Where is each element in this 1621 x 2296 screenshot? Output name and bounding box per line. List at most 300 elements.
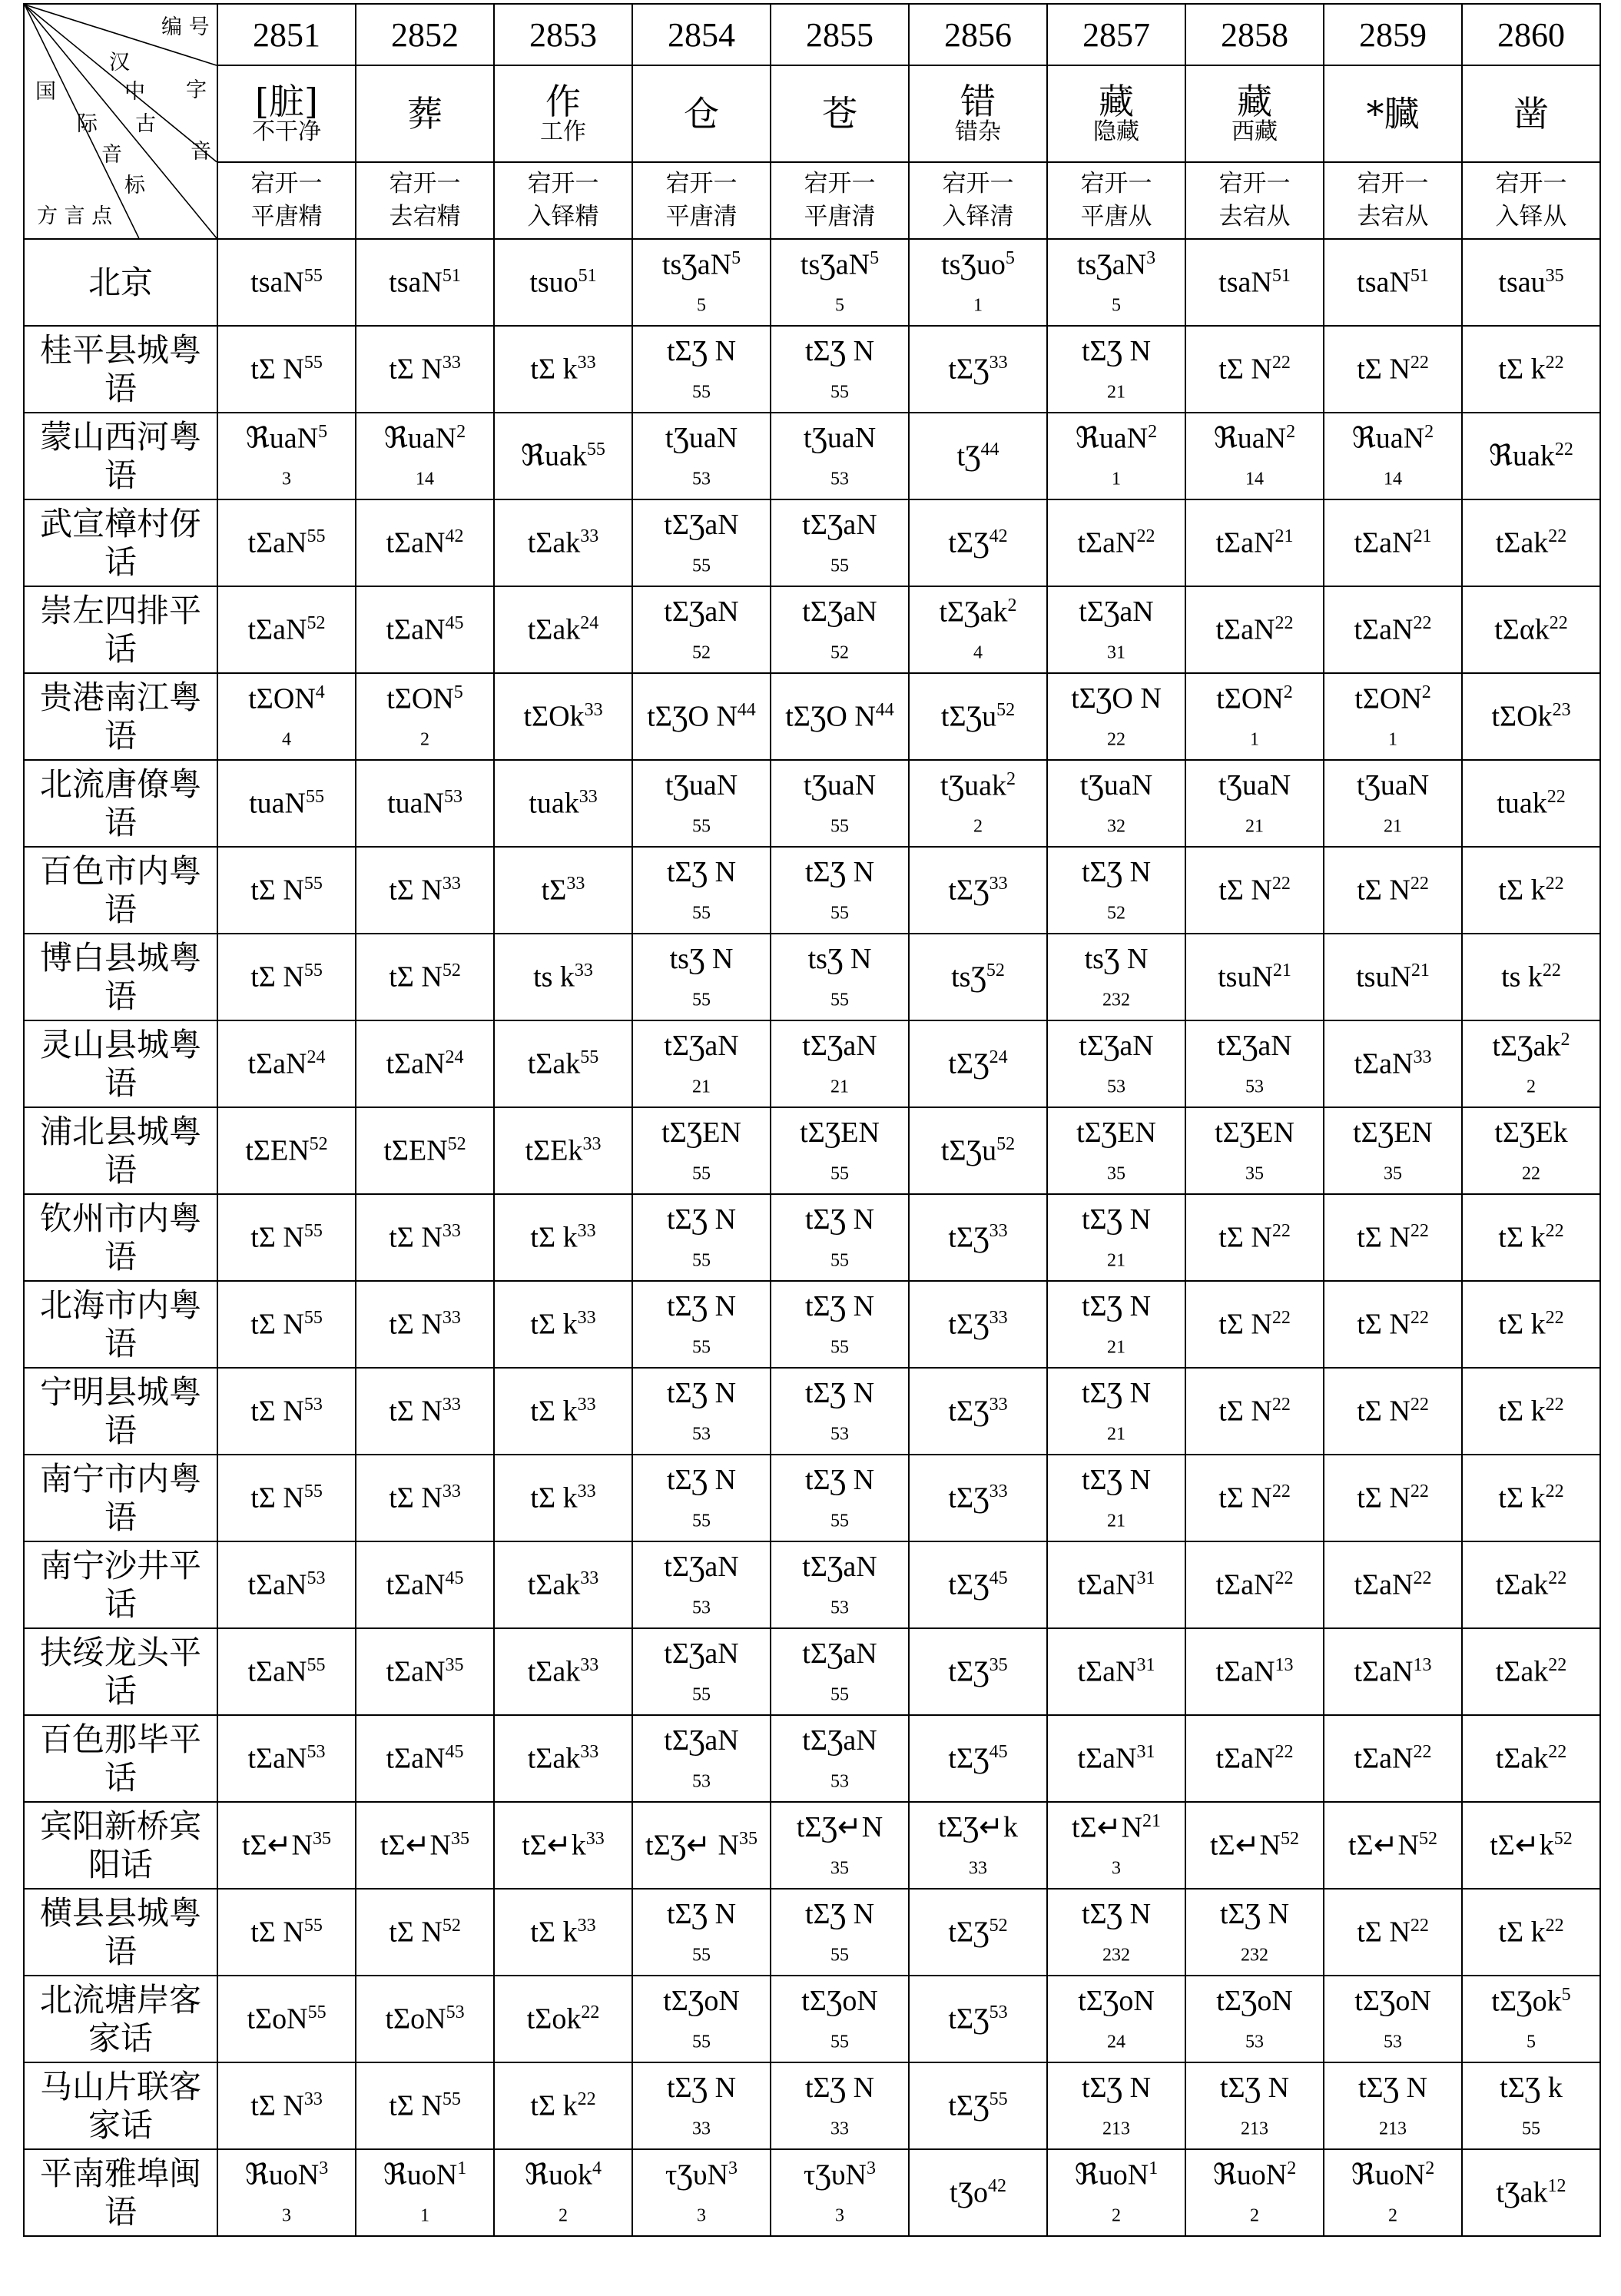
tone-superscript: 22 [1275,1741,1294,1762]
tone-subscript: 35 [830,1858,849,1879]
tone-superscript: 22 [1542,960,1561,980]
pronunciation-cell [771,1715,909,1802]
pronunciation-cell [1185,1368,1324,1455]
tone-superscript: 35 [989,1654,1008,1675]
tone-subscript: 53 [692,1598,711,1618]
pronunciation-cell [1462,2062,1600,2149]
pronunciation-base: ℜuoN [1212,2158,1288,2191]
pronunciation-cell [909,934,1047,1020]
pronunciation-base: tƷak [1496,2176,1548,2209]
pronunciation-base: tΣƷoN [1078,1984,1155,2017]
pronunciation-base: ℜuak [1489,440,1555,473]
pronunciation-cell [632,1802,771,1889]
pronunciation-base: tuaN [387,787,444,820]
corner-diagonals [25,5,217,238]
pronunciation-base: tΣ N [1357,1916,1411,1949]
tone-superscript: 33 [1413,1047,1432,1067]
tone-superscript: 3 [728,2158,738,2178]
dialect-row [24,760,1600,847]
pronunciation-cell [1324,1628,1462,1715]
tone-superscript: 22 [1271,1394,1291,1415]
pronunciation-cell [217,1107,356,1194]
pronunciation-base: tΣEN [383,1134,448,1167]
pronunciation-cell [1185,2062,1324,2149]
tone-superscript: 22 [1410,1307,1429,1328]
corner-header [24,4,217,239]
pronunciation-cell [1047,586,1185,673]
pronunciation-cell [1462,1802,1600,1889]
dialect-place: 南宁市内粤语 [24,1455,217,1541]
pronunciation-base: tΣƷ N [1081,334,1152,367]
character-gloss: 西藏 [1231,118,1278,146]
tone-superscript: 33 [580,1741,599,1762]
pronunciation-base: tΣaN [247,613,307,646]
corner-label-biao2: 标 [124,174,145,197]
pronunciation-base: tsƷaN [1076,248,1147,281]
dialect-place: 北京 [24,239,217,326]
tone-superscript: 55 [989,2089,1008,2109]
pronunciation-base: tsƷ N [669,942,734,975]
tone-superscript: 21 [1275,526,1294,546]
dialect-row [24,1020,1600,1107]
pronunciation-base: tΣƷ N [804,2071,875,2104]
pronunciation-cell [771,1628,909,1715]
dialect-row [24,847,1600,934]
tone-superscript: 2 [1148,421,1158,442]
pronunciation-base: tΣƷaN [664,1637,739,1670]
pronunciation-cell [771,239,909,326]
pronunciation-cell [1185,760,1324,847]
tone-superscript: 33 [989,1307,1008,1328]
pronunciation-cell [909,239,1047,326]
pronunciation-cell [1324,1107,1462,1194]
tone-superscript: 33 [577,1307,596,1328]
tone-superscript: 1 [1149,2158,1159,2178]
tone-superscript: 55 [586,439,605,460]
pronunciation-base: tΣƷaN [802,1550,877,1583]
dialect-place: 贵港南江粤语 [24,673,217,760]
dialect-row [24,1281,1600,1368]
tone-subscript: 1 [420,2205,429,2226]
tone-superscript: 33 [578,786,598,807]
mc-line-2: 平唐清 [804,203,876,231]
pronunciation-base: tΣ N [389,2089,443,2122]
dialect-place: 博白县城粤语 [24,934,217,1020]
pronunciation-cell [909,326,1047,413]
pronunciation-cell [771,1889,909,1976]
tone-superscript: 31 [1136,1741,1155,1762]
tone-subscript: 5 [1112,295,1121,316]
pronunciation-cell [494,2062,632,2149]
pronunciation-cell [632,1541,771,1628]
pronunciation-cell [1047,239,1185,326]
pronunciation-base: tΣƷEN [1215,1116,1294,1149]
pronunciation-cell [1324,586,1462,673]
pronunciation-cell [632,1628,771,1715]
pronunciation-base: ℜuoN [383,2158,458,2191]
pronunciation-base: tsƷuo [941,248,1006,281]
tone-subscript: 21 [1245,816,1264,837]
tone-superscript: 42 [988,2175,1007,2196]
pronunciation-cell [494,1020,632,1107]
pronunciation-cell [1185,239,1324,326]
tone-subscript: 213 [1379,2118,1407,2139]
dialect-place: 蒙山西河粤语 [24,413,217,499]
corner-label-yin1: 音 [101,143,122,167]
pronunciation-cell [1047,673,1185,760]
tone-subscript: 21 [1107,1424,1125,1445]
pronunciation-base: tΣoN [247,2002,308,2036]
tone-subscript: 14 [1245,469,1264,489]
dialect-row [24,1541,1600,1628]
dialect-place: 宾阳新桥宾阳话 [24,1802,217,1889]
tone-subscript: 22 [1522,1163,1540,1184]
pronunciation-base: tΣƷ N [1081,1463,1152,1496]
tone-superscript: 55 [303,265,323,286]
pronunciation-base: tΣaN [386,1047,446,1080]
pronunciation-cell [1185,1715,1324,1802]
pronunciation-cell [771,1455,909,1541]
tone-subscript: 53 [1384,2032,1402,2052]
pronunciation-cell [494,847,632,934]
mc-line-1: 宕开一 [942,169,1014,197]
pronunciation-base: tΣƷ N [804,1203,875,1236]
pronunciation-cell [771,1368,909,1455]
pronunciation-cell [1047,1628,1185,1715]
pronunciation-base: tΣ k [1498,353,1546,386]
pronunciation-base: tΣ N [1357,1308,1411,1341]
pronunciation-base: ℜuoN [1351,2158,1426,2191]
dialect-row [24,413,1600,499]
header-row-numbers [24,4,1600,65]
tone-superscript: 22 [1410,352,1429,373]
pronunciation-cell [1324,847,1462,934]
pronunciation-cell [356,1802,494,1889]
tone-superscript: 21 [1411,960,1430,980]
tone-superscript: 51 [1410,265,1429,286]
column-character [494,65,632,162]
pronunciation-cell [632,760,771,847]
mc-line-1: 宕开一 [804,169,876,197]
column-middle-chinese [1324,162,1462,239]
pronunciation-base: tΣ N [250,1395,304,1428]
dialect-place: 平南雅埠闽语 [24,2149,217,2236]
pronunciation-base: tΣ N [250,1481,304,1515]
pronunciation-base: tΣON [1216,682,1284,715]
pronunciation-base: tsaN [1218,266,1272,299]
pronunciation-cell [217,847,356,934]
tone-subscript: 232 [1102,990,1130,1010]
pronunciation-cell [771,1541,909,1628]
pronunciation-base: tΣaN [1215,1742,1275,1775]
tone-superscript: 33 [989,1220,1008,1241]
pronunciation-cell [632,1107,771,1194]
pronunciation-base: tΣ k [530,2089,578,2122]
pronunciation-cell [356,413,494,499]
tone-subscript: 55 [830,1945,849,1966]
pronunciation-base: tΣƷO N [785,700,876,733]
pronunciation-base: tΣƷ N [1081,2071,1152,2104]
pronunciation-base: tƷuaN [665,768,738,801]
pronunciation-cell [1185,1976,1324,2062]
column-character [909,65,1047,162]
tone-superscript: 53 [307,1741,326,1762]
tone-subscript: 4 [973,642,983,663]
pronunciation-cell [356,1715,494,1802]
tone-superscript: 52 [1418,1828,1437,1849]
dialect-row [24,1976,1600,2062]
pronunciation-base: tΣƷEN [661,1116,741,1149]
pronunciation-base: ℜuoN [1074,2158,1149,2191]
tone-subscript: 232 [1241,1945,1268,1966]
tone-subscript: 55 [692,2032,711,2052]
tone-subscript: 5 [697,295,706,316]
pronunciation-cell [632,1976,771,2062]
pronunciation-base: tΣ k [1498,1916,1546,1949]
pronunciation-base: tΣaN [1354,613,1414,646]
pronunciation-cell [217,1194,356,1281]
tone-superscript: 24 [580,612,599,633]
pronunciation-base: tΣƷaN [664,1724,739,1757]
tone-subscript: 21 [1107,1511,1125,1531]
pronunciation-base: tΣƷEN [800,1116,880,1149]
tone-superscript: 33 [442,352,461,373]
tone-superscript: 52 [447,1133,466,1154]
pronunciation-base: tΣ N [250,353,304,386]
pronunciation-base: τƷυN [665,2158,728,2191]
pronunciation-cell [632,673,771,760]
pronunciation-base: tΣ↵N [242,1829,313,1862]
pronunciation-base: tΣak [527,1568,581,1601]
tone-subscript: 2 [420,729,429,750]
tone-subscript: 21 [1107,382,1125,403]
pronunciation-base: tΣƷ N [1081,1289,1152,1322]
tone-subscript: 21 [1107,1337,1125,1358]
dialect-place: 南宁沙井平话 [24,1541,217,1628]
pronunciation-base: tΣ N [389,1308,443,1341]
tone-superscript: 33 [584,699,603,720]
pronunciation-cell [1324,1368,1462,1455]
tone-superscript: 22 [1549,612,1568,633]
pronunciation-cell [771,1020,909,1107]
pronunciation-cell [632,586,771,673]
tone-superscript: 22 [1548,1568,1567,1588]
tone-superscript: 52 [989,1915,1008,1936]
pronunciation-cell [1185,413,1324,499]
pronunciation-base: tΣ k [1498,874,1546,907]
tone-superscript: 22 [1545,1915,1564,1936]
pronunciation-cell [356,1020,494,1107]
pronunciation-base: tƷ [956,440,981,473]
pronunciation-cell [1462,934,1600,1020]
pronunciation-cell [1324,239,1462,326]
tone-superscript: 33 [989,352,1008,373]
tone-superscript: 52 [442,960,461,980]
pronunciation-cell [1324,2062,1462,2149]
pronunciation-cell [494,1281,632,1368]
tone-subscript: 14 [1384,469,1402,489]
pronunciation-cell [632,1281,771,1368]
column-number: 2859 [1324,4,1462,65]
pronunciation-cell [632,239,771,326]
pronunciation-base: tΣaN [1354,1655,1414,1688]
pronunciation-cell [494,2149,632,2236]
pronunciation-cell [1047,1455,1185,1541]
pronunciation-base: tΣƷ N [1081,1203,1152,1236]
pronunciation-cell [356,499,494,586]
pronunciation-cell [632,847,771,934]
mc-line-1: 宕开一 [1080,169,1152,197]
pronunciation-cell [1462,760,1600,847]
pronunciation-cell [356,1194,494,1281]
pronunciation-cell [217,1976,356,2062]
pronunciation-base: tΣƷaN [802,508,877,541]
dialect-row [24,1802,1600,1889]
tone-subscript: 52 [692,642,711,663]
pronunciation-cell [217,1281,356,1368]
column-character [1047,65,1185,162]
mc-line-1: 宕开一 [250,169,323,197]
pronunciation-base: tsaN [250,266,304,299]
pronunciation-base: tΣ N [389,1395,443,1428]
pronunciation-cell [1324,413,1462,499]
pronunciation-base: tΣƷ [948,353,990,386]
tone-subscript: 33 [969,1858,987,1879]
pronunciation-cell [494,1194,632,1281]
column-character [771,65,909,162]
tone-superscript: 1 [457,2158,467,2178]
pronunciation-cell [1047,1281,1185,1368]
tone-superscript: 22 [1275,1568,1294,1588]
column-middle-chinese [632,162,771,239]
column-character [356,65,494,162]
pronunciation-cell [356,586,494,673]
pronunciation-base: tΣƷ N [666,1289,737,1322]
tone-superscript: 35 [445,1654,464,1675]
tone-subscript: 55 [830,556,849,576]
pronunciation-cell [771,2062,909,2149]
pronunciation-base: tΣƷ N [804,1376,875,1409]
dialect-place: 崇左四排平话 [24,586,217,673]
pronunciation-cell [1185,2149,1324,2236]
pronunciation-base: tΣaN [247,1568,307,1601]
pronunciation-base: tΣak [527,613,581,646]
tone-superscript: 2 [1007,595,1017,615]
tone-subscript: 2 [559,2205,568,2226]
pronunciation-cell [1047,2062,1185,2149]
tone-subscript: 2 [1388,2205,1397,2226]
pronunciation-base: tΣ N [389,1221,443,1254]
tone-superscript: 23 [1552,699,1571,720]
tone-superscript: 22 [1545,1481,1564,1501]
pronunciation-base: tΣ↵N [380,1829,451,1862]
pronunciation-base: tΣƷ N [666,1203,737,1236]
pronunciation-cell [909,2062,1047,2149]
pronunciation-base: tΣ N [1218,1395,1272,1428]
pronunciation-base: tsau [1498,266,1546,299]
pronunciation-cell [1185,586,1324,673]
tone-subscript: 53 [830,1598,849,1618]
tone-subscript: 52 [830,642,849,663]
pronunciation-cell [909,413,1047,499]
dialect-place: 北流唐僚粤语 [24,760,217,847]
pronunciation-cell [909,1541,1047,1628]
tone-superscript: 22 [1548,526,1567,546]
tone-superscript: 22 [1545,352,1564,373]
pronunciation-cell [1324,2149,1462,2236]
pronunciation-base: tΣ↵k [1490,1829,1554,1862]
pronunciation-cell [1047,847,1185,934]
pronunciation-base: tΣak [527,1047,581,1080]
pronunciation-base: tΣ↵N [1072,1811,1142,1844]
pronunciation-base: tΣƷ N [1219,1897,1290,1930]
dialect-place: 马山片联客家话 [24,2062,217,2149]
tone-subscript: 35 [1245,1163,1264,1184]
pronunciation-base: tΣ N [389,1916,443,1949]
pronunciation-base: tuak [1497,787,1547,820]
pronunciation-base: tΣƷaN [1217,1029,1292,1062]
tone-superscript: 33 [585,1828,605,1849]
pronunciation-cell [356,326,494,413]
pronunciation-cell [494,326,632,413]
pronunciation-base: tΣaN [386,1655,446,1688]
mc-line-1: 宕开一 [527,169,599,197]
column-character [1324,65,1462,162]
pronunciation-cell [356,760,494,847]
tone-superscript: 33 [442,1394,461,1415]
tone-superscript: 22 [1413,612,1432,633]
tone-subscript: 1 [1250,729,1259,750]
column-middle-chinese [217,162,356,239]
pronunciation-base: tuaN [249,787,306,820]
tone-superscript: 13 [1413,1654,1432,1675]
pronunciation-cell [909,1628,1047,1715]
dialect-row [24,673,1600,760]
pronunciation-base: tΣƷaN [664,595,739,628]
pronunciation-base: tΣ N [250,874,304,907]
pronunciation-cell [1462,326,1600,413]
pronunciation-cell [1185,1107,1324,1194]
tone-superscript: 44 [980,439,999,460]
dialect-place: 武宣樟村伢话 [24,499,217,586]
pronunciation-base: tΣƷ [948,1047,990,1080]
pronunciation-cell [909,673,1047,760]
pronunciation-base: tΣoN [385,2002,446,2036]
tone-superscript: 2 [456,421,466,442]
tone-subscript: 21 [1384,816,1402,837]
column-middle-chinese [771,162,909,239]
pronunciation-cell [1047,1368,1185,1455]
pronunciation-cell [1462,2149,1600,2236]
pronunciation-cell [1324,1194,1462,1281]
pronunciation-cell [217,673,356,760]
mc-line-2: 平唐精 [250,203,323,231]
pronunciation-cell [771,499,909,586]
pronunciation-cell [356,1976,494,2062]
pronunciation-base: tΣEk [525,1134,583,1167]
tone-superscript: 5 [731,247,741,268]
pronunciation-cell [771,1281,909,1368]
tone-subscript: 33 [692,2118,711,2139]
pronunciation-base: tΣƷaN [802,1637,877,1670]
tone-superscript: 52 [996,699,1016,720]
pronunciation-base: tΣaN [1077,526,1137,559]
pronunciation-cell [217,586,356,673]
column-number: 2854 [632,4,771,65]
pronunciation-cell [632,1715,771,1802]
tone-subscript: 1 [1112,469,1121,489]
tone-superscript: 22 [1554,439,1573,460]
